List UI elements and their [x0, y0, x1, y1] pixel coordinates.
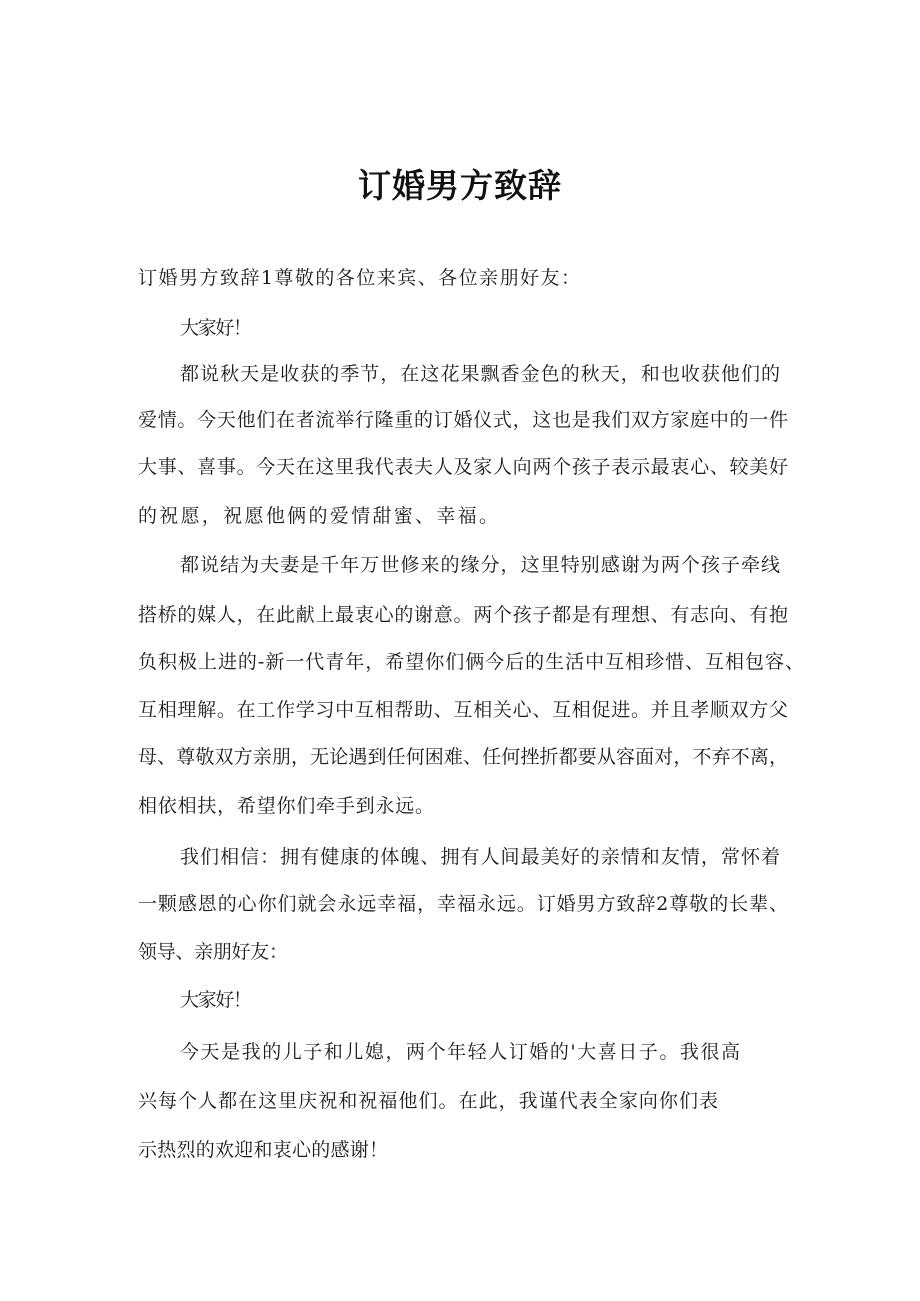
text-line: 大事、喜事。今天在这里我代表夫人及家人向两个孩子表示最衷心、较美好 [138, 456, 789, 478]
text-line: 订婚男方致辞1尊敬的各位来宾、各位亲朋好友： [138, 267, 582, 289]
text-line: 领导、亲朋好友： [138, 941, 288, 963]
text-line: 示热烈的欢迎和衷心的感谢！ [138, 1139, 389, 1161]
text-line: 我们相信：拥有健康的体魄、拥有人间最美好的亲情和友情，常怀着 [180, 846, 782, 868]
page-title: 订婚男方致辞 [358, 166, 562, 205]
text-line: 爱情。今天他们在者流举行隆重的订婚仪式，这也是我们双方家庭中的一件 [138, 409, 789, 431]
text-line: 互相理解。在工作学习中互相帮助、互相关心、互相促进。并且孝顺双方父 [138, 699, 789, 721]
text-line: 大家好！ [180, 317, 251, 339]
text-line: 负积极上进的-新一代青年，希望你们俩今后的生活中互相珍惜、互相包容、 [138, 651, 805, 673]
text-line: 相依相扶，希望你们牵手到永远。 [138, 795, 435, 817]
text-line: 兴每个人都在这里庆祝和祝福他们。在此，我谨代表全家向你们表 [138, 1090, 720, 1112]
text-line: 的祝愿，祝愿他俩的爱情甜蜜、幸福。 [138, 505, 501, 527]
text-line: 母、尊敬双方亲朋，无论遇到任何困难、任何挫折都要从容面对，不弃不离， [138, 746, 789, 768]
text-line: 搭桥的媒人，在此献上最衷心的谢意。两个孩子都是有理想、有志向、有抱 [138, 604, 789, 626]
text-line: 一颗感恩的心你们就会永远幸福，幸福永远。订婚男方致辞2尊敬的长辈、 [138, 893, 789, 915]
text-line: 大家好！ [180, 989, 251, 1011]
text-line: 都说秋天是收获的季节，在这花果飘香金色的秋天，和也收获他们的 [180, 363, 782, 385]
text-line: 今天是我的儿子和儿媳，两个年轻人订婚的'大喜日子。我很高 [180, 1041, 742, 1063]
text-line: 都说结为夫妻是千年万世修来的缘分，这里特别感谢为两个孩子牵线 [180, 554, 782, 576]
